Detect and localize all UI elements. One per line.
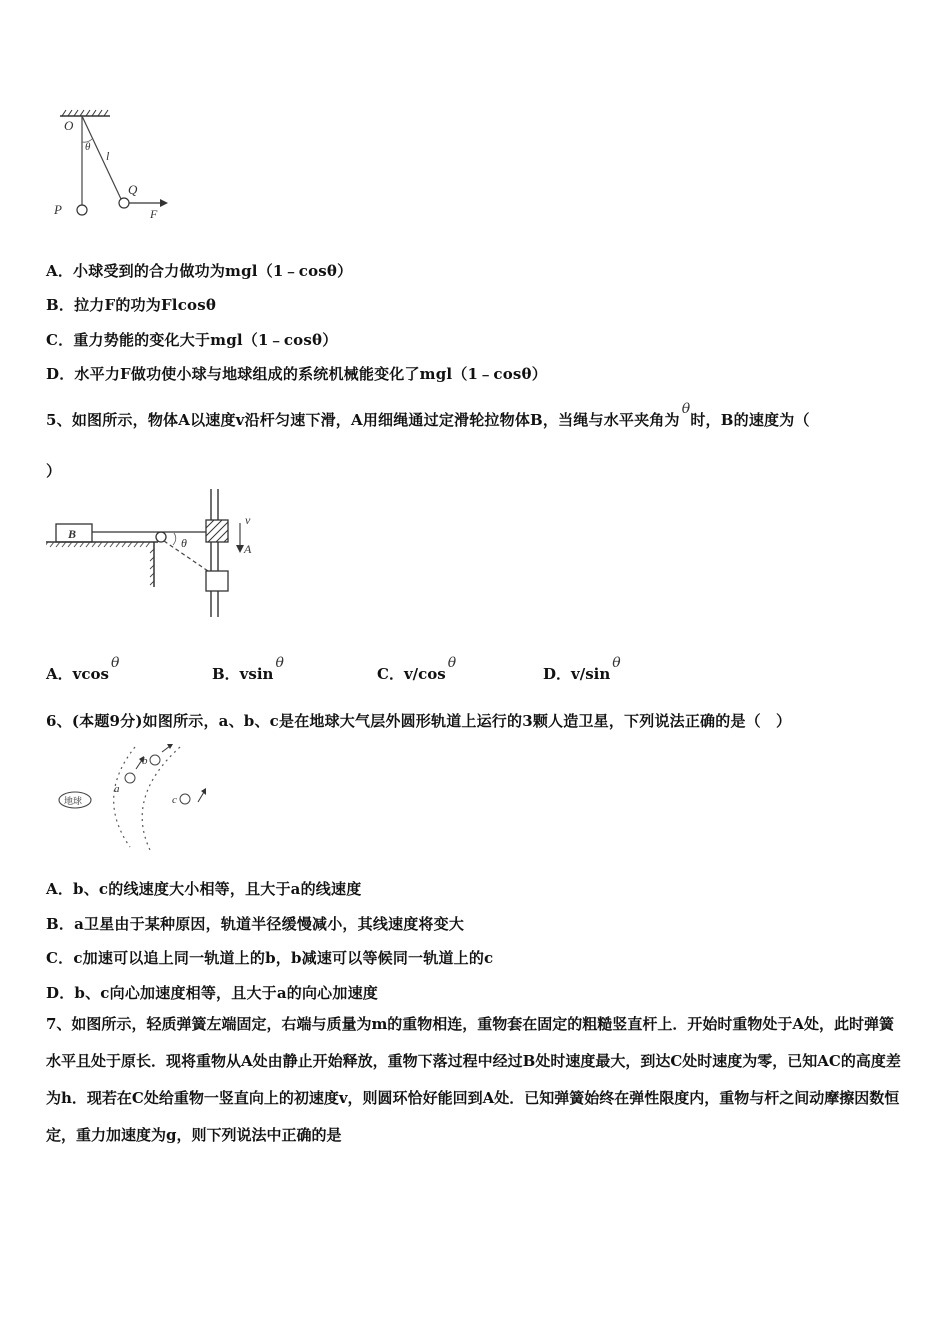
label-a: a bbox=[114, 783, 120, 795]
satellite-figure bbox=[50, 742, 230, 852]
label-p: P bbox=[54, 202, 62, 217]
q4-option-d: D．水平力F做功使小球与地球组成的系统机械能变化了mgl（1﹣cosθ） bbox=[46, 365, 547, 383]
label-theta: θ bbox=[85, 141, 91, 153]
q4-option-c: C．重力势能的变化大于mgl（1﹣cosθ） bbox=[46, 331, 338, 349]
label-b: B bbox=[68, 527, 77, 541]
q5-option-b: B．vsinθ bbox=[212, 655, 284, 683]
q5-option-a: A．vcosθ bbox=[46, 655, 120, 683]
q5-stem-close: ） bbox=[46, 462, 62, 480]
label-earth: 地球 bbox=[64, 797, 83, 807]
q4-option-b: B．拉力F的功为Flcosθ bbox=[46, 296, 217, 314]
q5-option-d: D．v/sinθ bbox=[543, 655, 621, 683]
pulley-figure bbox=[46, 487, 266, 622]
label-b: b bbox=[142, 755, 148, 767]
q6-stem: 6、(本题9分)如图所示，a、b、c是在地球大气层外圆形轨道上运行的3颗人造卫星，下列说法正确的是（ ） bbox=[46, 712, 792, 730]
label-f: F bbox=[150, 207, 158, 221]
label-a: A bbox=[244, 542, 252, 556]
label-l: l bbox=[106, 149, 110, 163]
q7-stem: 7、如图所示，轻质弹簧左端固定，右端与质量为m的重物相连，重物套在固定的粗糙竖直杆上．开始时重物处于A处，此时弹簧水平且处于原长．现将重物从A处由静止开始释放，重物下落过程中经过B处时速度最大，到达C处时速度为零，已知AC的高度差为h．现若在C处给重物一竖直向上的初速度v，则圆环恰好能回到A处．已知弹簧始终在弹性限度内，重物与杆之间动摩擦因数恒定，重力加速度为g，则下列说法中正确的是 bbox=[46, 1015, 901, 1144]
label-c: c bbox=[172, 794, 177, 806]
q6-option-c: C．c加速可以追上同一轨道上的b，b减速可以等候同一轨道上的c bbox=[46, 949, 494, 967]
q4-option-a: A．小球受到的合力做功为mgl（1﹣cosθ） bbox=[46, 262, 353, 280]
q5-option-c: C．v/cosθ bbox=[377, 655, 457, 683]
q6-option-a: A．b、c的线速度大小相等，且大于a的线速度 bbox=[46, 880, 362, 898]
q6-option-d: D．b、c向心加速度相等，且大于a的向心加速度 bbox=[46, 984, 378, 1002]
q5-stem: 5、如图所示，物体A以速度v沿杆匀速下滑，A用细绳通过定滑轮拉物体B，当绳与水平夹角为θ时，B的速度为（ bbox=[46, 401, 810, 429]
label-v: v bbox=[245, 513, 251, 527]
pendulum-figure bbox=[48, 108, 178, 226]
label-q: Q bbox=[128, 182, 138, 197]
q6-option-b: B．a卫星由于某种原因，轨道半径缓慢减小，其线速度将变大 bbox=[46, 915, 465, 933]
label-o: O bbox=[64, 118, 74, 133]
label-theta: θ bbox=[181, 536, 187, 550]
